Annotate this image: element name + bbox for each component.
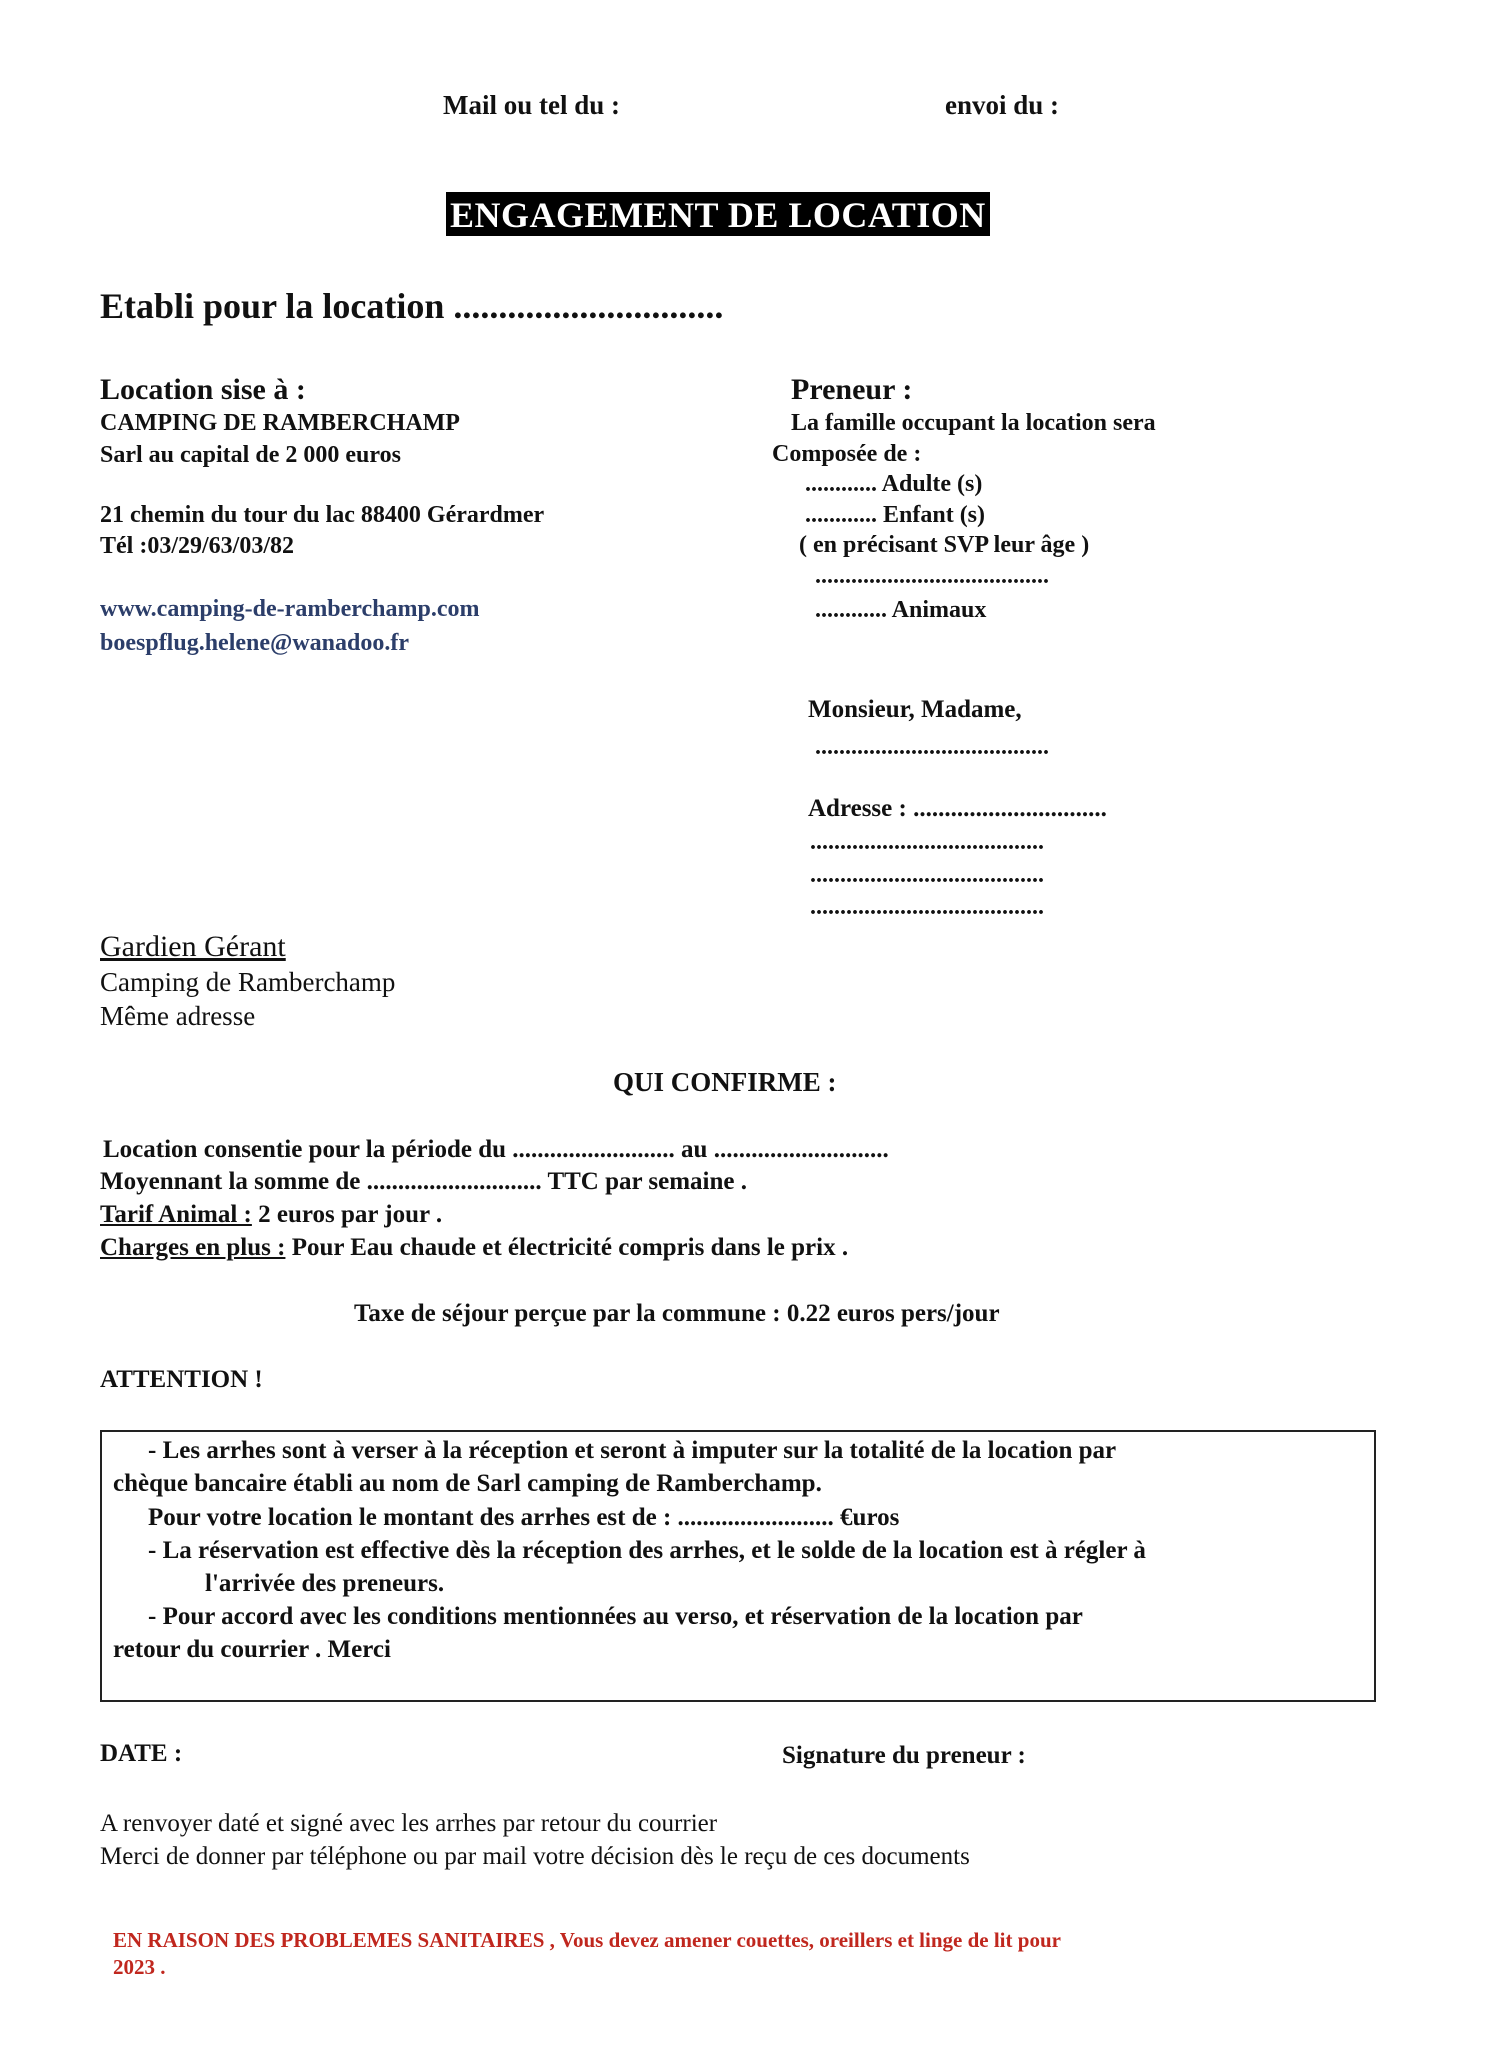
gardien-heading: Gardien Gérant [100, 930, 286, 963]
tarif-label: Tarif Animal : [100, 1201, 252, 1228]
email-link-wrap[interactable] [100, 630, 409, 657]
adresse-line-3[interactable]: ....................................... [810, 894, 1044, 920]
animaux-field[interactable]: ............ Animaux [815, 597, 987, 623]
footer-line-2: Merci de donner par téléphone ou par mail votre décision dès le reçu de ces documents [100, 1843, 970, 1870]
ages-field[interactable]: ....................................... [815, 563, 1049, 589]
gardien-line-2: Même adresse [100, 1001, 256, 1031]
charges-value: Pour Eau chaude et électricité compris dans le prix . [285, 1234, 849, 1261]
somme-line[interactable]: Moyennant la somme de ............................ TTC par semaine . [100, 1168, 747, 1195]
box-line-3[interactable]: Pour votre location le montant des arrhes est de : ......................... €uros [148, 1504, 900, 1531]
camping-address: 21 chemin du tour du lac 88400 Gérardmer [100, 502, 545, 528]
camping-name: CAMPING DE RAMBERCHAMP [100, 410, 460, 436]
tarif-line [100, 1201, 442, 1229]
adresse-line-2[interactable]: ....................................... [810, 862, 1044, 888]
adresse-line-1[interactable]: ....................................... [810, 829, 1044, 855]
email-link[interactable]: boespflug.helene@wanadoo.fr [100, 630, 410, 656]
preneur-heading: Preneur : [791, 373, 913, 406]
tarif-value: 2 euros par jour . [251, 1201, 443, 1228]
box-line-6: - Pour accord avec les conditions mentionnées au verso, et réservation de la location par [148, 1603, 1083, 1630]
website-link[interactable]: www.camping-de-ramberchamp.com [100, 596, 480, 622]
box-line-4: - La réservation est effective dès la réception des arrhes, et le solde de la location est à régler à [148, 1537, 1146, 1564]
box-line-1: - Les arrhes sont à verser à la réception et seront à imputer sur la totalité de la location par [148, 1437, 1117, 1464]
mail-tel-label: Mail ou tel du : [443, 90, 621, 120]
precision-note: ( en précisant SVP leur âge ) [799, 532, 1090, 558]
qui-confirme: QUI CONFIRME : [613, 1067, 837, 1097]
footer-line-1: A renvoyer daté et signé avec les arrhes par retour du courrier [100, 1810, 718, 1837]
adultes-field[interactable]: ............ Adulte (s) [805, 471, 983, 497]
website-link-wrap[interactable] [100, 596, 480, 623]
camping-capital: Sarl au capital de 2 000 euros [100, 442, 401, 468]
charges-label: Charges en plus : [100, 1234, 286, 1261]
charges-line [100, 1234, 848, 1262]
gardien-line-1: Camping de Ramberchamp [100, 967, 396, 997]
date-label[interactable]: DATE : [100, 1740, 183, 1767]
sanitary-notice-line-1: EN RAISON DES PROBLEMES SANITAIRES , Vous devez amener couettes, oreillers et linge de lit pour [113, 1928, 1061, 1952]
box-line-2: chèque bancaire établi au nom de Sarl camping de Ramberchamp. [113, 1470, 822, 1497]
monsieur-field[interactable]: ....................................... [815, 734, 1049, 760]
camping-phone: Tél :03/29/63/03/82 [100, 533, 294, 559]
taxe-sejour: Taxe de séjour perçue par la commune : 0.22 euros pers/jour [354, 1300, 1000, 1327]
periode-line[interactable]: Location consentie pour la période du .......................... au ............................ [103, 1136, 889, 1163]
enfants-field[interactable]: ............ Enfant (s) [805, 502, 986, 528]
monsieur-label: Monsieur, Madame, [808, 696, 1022, 723]
adresse-field[interactable]: Adresse : ............................... [808, 795, 1107, 822]
attention-label: ATTENTION ! [100, 1366, 263, 1393]
box-line-7: retour du courrier . Merci [113, 1636, 391, 1663]
famille-line: La famille occupant la location sera [791, 410, 1156, 436]
box-line-5: l'arrivée des preneurs. [205, 1570, 445, 1597]
envoi-label: envoi du : [945, 90, 1060, 120]
sanitary-notice-line-2: 2023 . [113, 1955, 166, 1979]
document-title: ENGAGEMENT DE LOCATION [446, 192, 990, 236]
composee-line: Composée de : [772, 441, 922, 467]
location-heading: Location sise à : [100, 373, 306, 406]
etabli-line: Etabli pour la location .............................. [100, 286, 724, 326]
signature-label[interactable]: Signature du preneur : [782, 1742, 1026, 1769]
